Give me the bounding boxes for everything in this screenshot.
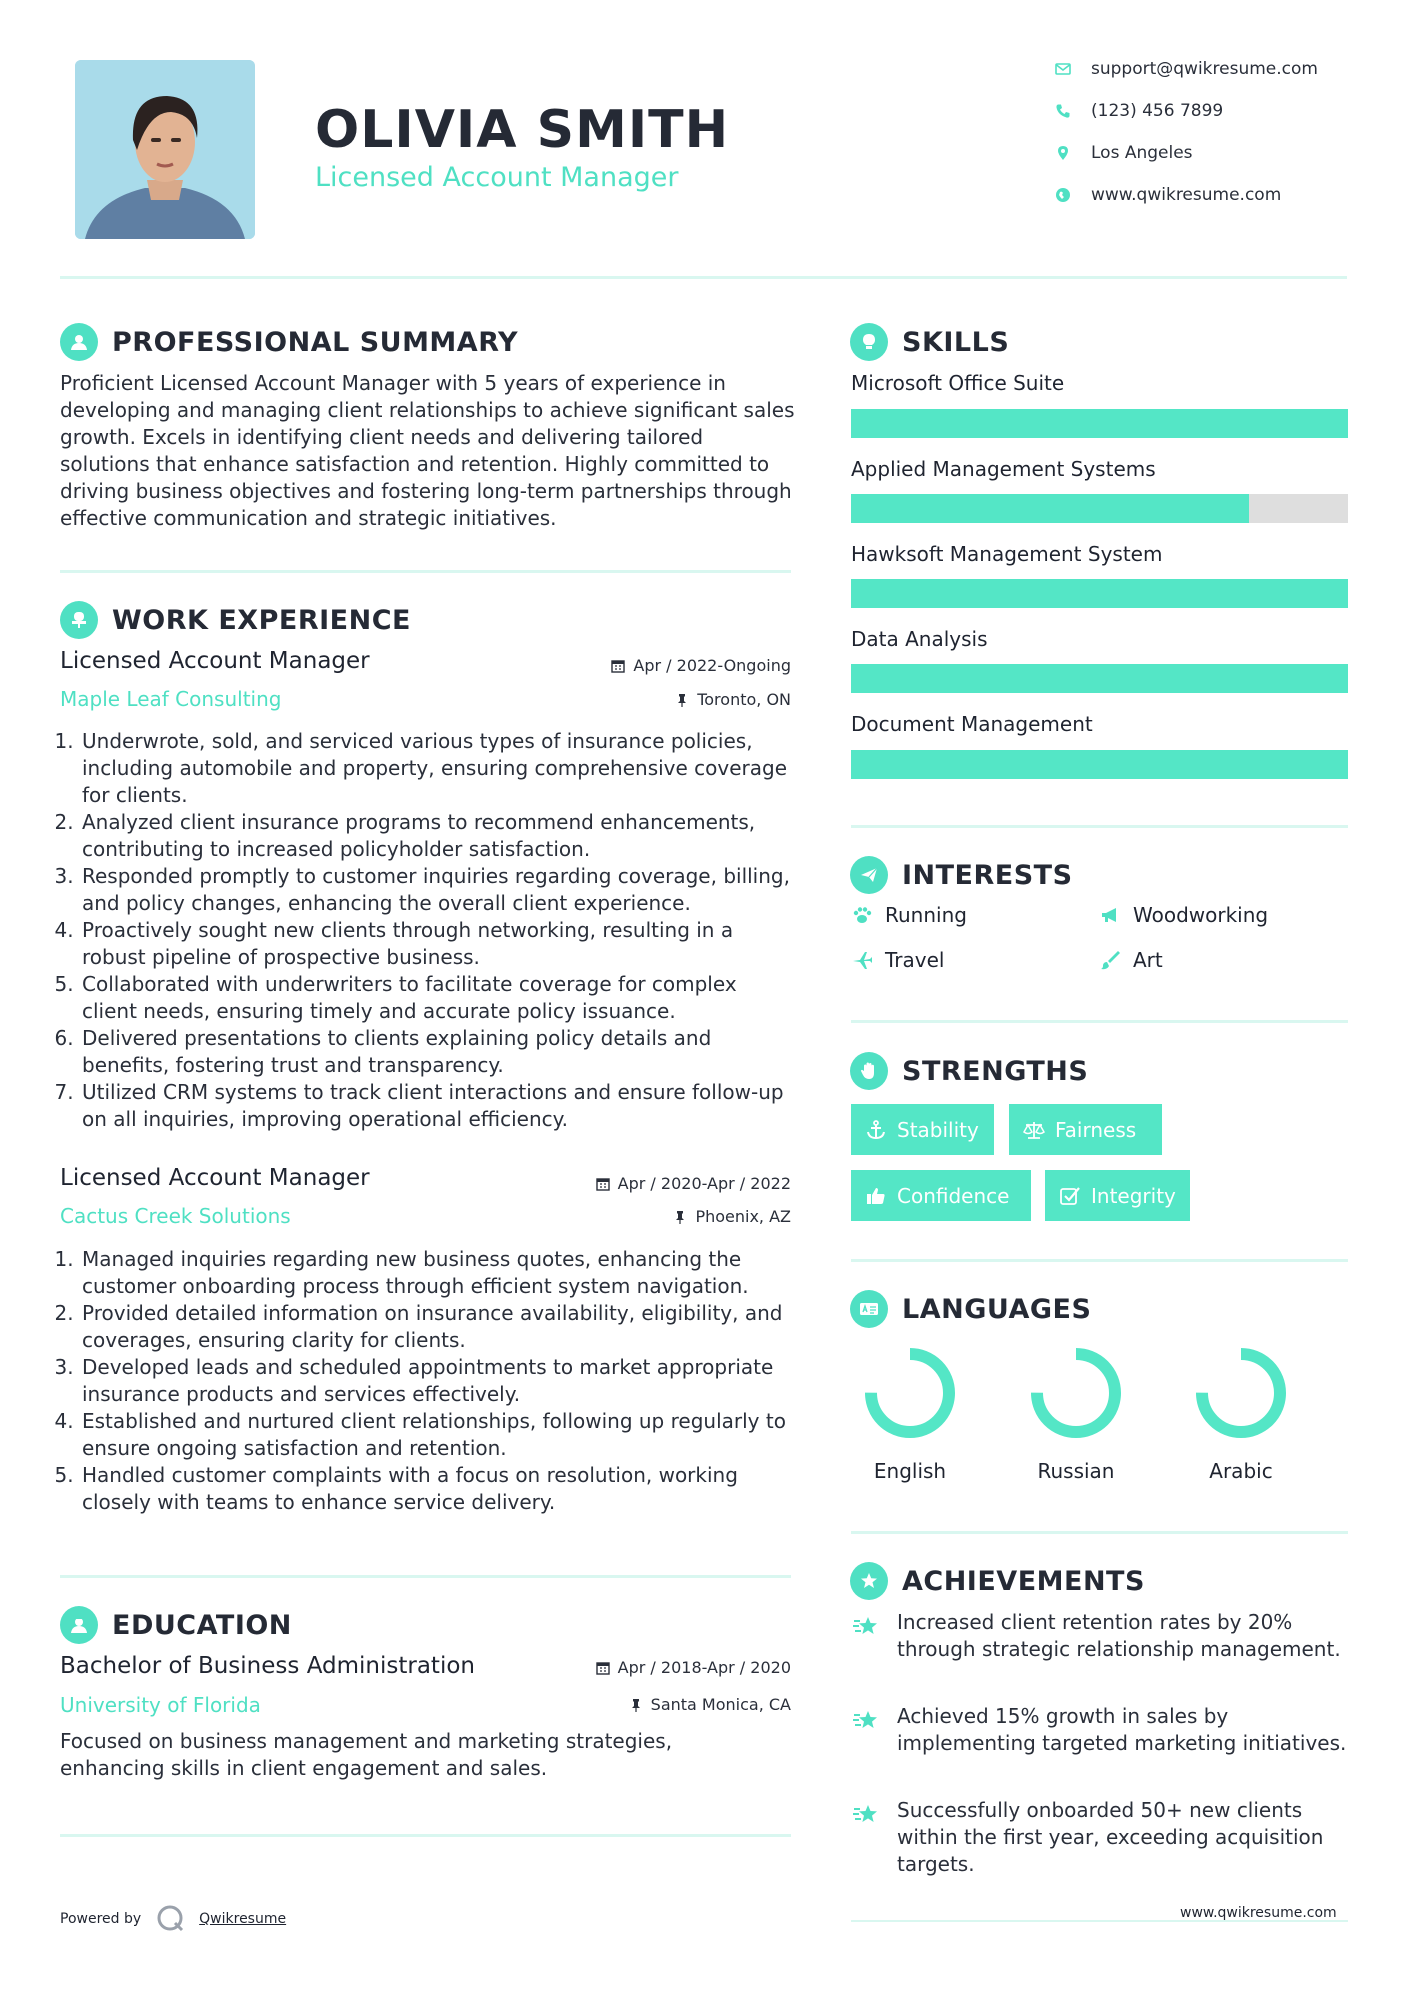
language-name: Arabic xyxy=(1209,1459,1273,1483)
list-item: 1. Underwrote, sold, and serviced various types of insurance policies, including automobile and property, ensuring comprehensive coverage for clients. xyxy=(80,728,795,809)
summary-heading: PROFESSIONAL SUMMARY xyxy=(60,322,518,362)
job-location: Toronto, ON xyxy=(500,690,791,709)
user-icon xyxy=(60,323,98,361)
education-description: Focused on business management and marketing strategies, enhancing skills in client engagement and sales. xyxy=(60,1729,673,1780)
envelope-icon xyxy=(1055,61,1071,77)
paper-plane-icon xyxy=(850,856,888,894)
education-divider xyxy=(60,1834,791,1837)
job-title: Licensed Account Manager xyxy=(60,648,370,674)
brand-link[interactable]: Qwikresume xyxy=(199,1911,287,1927)
achievement-item: Increased client retention rates by 20% through strategic relationship management. xyxy=(851,1609,1348,1663)
location-text: Los Angeles xyxy=(1091,143,1193,163)
skill-bar xyxy=(851,750,1348,779)
interest-item: Art xyxy=(1099,948,1163,972)
skill-bar xyxy=(851,494,1348,523)
contact-phone[interactable] xyxy=(1055,99,1355,123)
list-item: 4. Established and nurtured client relationships, following up regularly to ensure ongoing satisfaction and retention. xyxy=(80,1408,795,1462)
map-pin-icon xyxy=(1055,145,1071,161)
strength-chip: Confidence xyxy=(851,1170,1031,1221)
list-item: 2. Provided detailed information on insurance availability, eligibility, and coverages, ensuring clarity for clients. xyxy=(80,1300,795,1354)
achievement-item: Achieved 15% growth in sales by implementing targeted marketing initiatives. xyxy=(851,1703,1348,1757)
skill-bar-fill xyxy=(851,579,1348,608)
job-dates: Apr / 2022-Ongoing xyxy=(500,656,791,675)
briefcase-icon xyxy=(60,601,98,639)
paintbrush-icon xyxy=(1099,949,1121,971)
list-item: 5. Collaborated with underwriters to facilitate coverage for complex client needs, ensuring timely and accurate policy issuance. xyxy=(80,971,795,1025)
skill-bar xyxy=(851,664,1348,693)
pushpin-icon xyxy=(675,693,689,707)
phone-icon xyxy=(1055,103,1071,119)
languages-divider xyxy=(851,1531,1348,1534)
list-item: 4. Proactively sought new clients through networking, resulting in a robust pipeline of prospective business. xyxy=(80,917,795,971)
email-text: support@qwikresume.com xyxy=(1091,59,1318,79)
header-divider xyxy=(60,276,1347,279)
skill-bar-fill xyxy=(851,664,1348,693)
hand-icon xyxy=(850,1052,888,1090)
interest-item: Running xyxy=(851,903,967,927)
strength-chip: Integrity xyxy=(1045,1170,1190,1221)
strengths-divider xyxy=(851,1259,1348,1262)
interests-divider xyxy=(851,1020,1348,1023)
star-icon xyxy=(851,1611,881,1641)
graduate-icon xyxy=(60,1606,98,1644)
job-title: Licensed Account Manager xyxy=(60,1165,370,1191)
interest-item: Woodworking xyxy=(1099,903,1268,927)
list-item: 6. Delivered presentations to clients explaining policy details and benefits, fostering trust and transparency. xyxy=(80,1025,795,1079)
list-item: 3. Developed leads and scheduled appointments to market appropriate insurance products and services effectively. xyxy=(80,1354,795,1408)
school-name: University of Florida xyxy=(60,1693,261,1717)
footer-website[interactable]: www.qwikresume.com xyxy=(1180,1905,1337,1921)
job-location: Phoenix, AZ xyxy=(500,1207,791,1226)
airplane-icon xyxy=(851,949,873,971)
pushpin-icon xyxy=(629,1698,643,1712)
website-text: www.qwikresume.com xyxy=(1091,185,1282,205)
strength-chip: Stability xyxy=(851,1104,994,1155)
globe-icon xyxy=(1055,187,1071,203)
summary-divider xyxy=(60,570,791,573)
star-icon xyxy=(851,1705,881,1735)
degree-title: Bachelor of Business Administration xyxy=(60,1653,475,1679)
lightbulb-icon xyxy=(850,323,888,361)
checkbox-icon xyxy=(1059,1185,1081,1207)
language-ring xyxy=(1193,1345,1289,1441)
language-ring xyxy=(1028,1345,1124,1441)
achievement-item: Successfully onboarded 50+ new clients within the first year, exceeding acquisition targets. xyxy=(851,1797,1348,1878)
skill-bar-fill xyxy=(851,494,1249,523)
education-location: Santa Monica, CA xyxy=(500,1695,791,1714)
job-company: Cactus Creek Solutions xyxy=(60,1204,291,1228)
interest-item: Travel xyxy=(851,948,944,972)
strength-chip: Fairness xyxy=(1009,1104,1162,1155)
megaphone-icon xyxy=(1099,904,1121,926)
balance-scale-icon xyxy=(1023,1119,1045,1141)
skill-name: Document Management xyxy=(851,712,1093,736)
skills-heading: SKILLS xyxy=(850,322,1009,362)
candidate-name: OLIVIA SMITH xyxy=(315,100,730,160)
skill-name: Applied Management Systems xyxy=(851,457,1156,481)
education-dates: Apr / 2018-Apr / 2020 xyxy=(500,1658,791,1677)
list-item: 7. Utilized CRM systems to track client interactions and ensure follow-up on all inquiries, improving operational efficiency. xyxy=(80,1079,795,1133)
skill-bar-fill xyxy=(851,750,1348,779)
experience-heading: WORK EXPERIENCE xyxy=(60,600,411,640)
calendar-icon xyxy=(611,659,625,673)
summary-text: Proficient Licensed Account Manager with 5 years of experience in developing and managing client relationships to achieve significant sales growth. Excels in identifying client needs and delivering tailored solutions that enhance satisfaction and retention. Highly committed to driving business objectives and fostering long-term partnerships through effective communication and strategic initiatives. xyxy=(60,371,795,530)
language-icon xyxy=(850,1290,888,1328)
candidate-title: Licensed Account Manager xyxy=(315,162,679,193)
job-bullets xyxy=(60,1246,795,1516)
achievements-heading: ACHIEVEMENTS xyxy=(850,1561,1145,1601)
star-badge-icon xyxy=(850,1562,888,1600)
interests-heading: INTERESTS xyxy=(850,855,1073,895)
job-company: Maple Leaf Consulting xyxy=(60,687,282,711)
thumbs-up-icon xyxy=(865,1185,887,1207)
skill-bar xyxy=(851,409,1348,438)
contact-location xyxy=(1055,141,1355,165)
language-name: English xyxy=(873,1459,947,1483)
languages-heading: LANGUAGES xyxy=(850,1289,1091,1329)
language-ring xyxy=(862,1345,958,1441)
language-item xyxy=(1186,1345,1296,1483)
star-icon xyxy=(851,1799,881,1829)
strengths-heading: STRENGTHS xyxy=(850,1051,1088,1091)
skill-name: Microsoft Office Suite xyxy=(851,371,1065,395)
language-item xyxy=(1021,1345,1131,1483)
phone-text: (123) 456 7899 xyxy=(1091,101,1224,121)
skills-divider xyxy=(851,825,1348,828)
pushpin-icon xyxy=(673,1210,687,1224)
powered-by-label: Powered by xyxy=(60,1911,142,1927)
job-bullets xyxy=(60,728,795,1133)
qwikresume-logo-icon xyxy=(155,1903,187,1935)
experience-divider xyxy=(60,1575,791,1578)
skill-bar xyxy=(851,579,1348,608)
calendar-icon xyxy=(596,1661,610,1675)
list-item: 3. Responded promptly to customer inquiries regarding coverage, billing, and policy changes, enhancing the overall client experience. xyxy=(80,863,795,917)
list-item: 5. Handled customer complaints with a focus on resolution, working closely with teams to enhance service delivery. xyxy=(80,1462,795,1516)
calendar-icon xyxy=(596,1177,610,1191)
education-heading: EDUCATION xyxy=(60,1605,292,1645)
skill-name: Data Analysis xyxy=(851,627,988,651)
contact-email[interactable] xyxy=(1055,57,1355,81)
anchor-icon xyxy=(865,1119,887,1141)
paw-icon xyxy=(851,904,873,926)
skill-name: Hawksoft Management System xyxy=(851,542,1163,566)
contact-website[interactable] xyxy=(1055,183,1355,207)
language-name: Russian xyxy=(1037,1459,1115,1483)
language-item xyxy=(855,1345,965,1483)
list-item: 2. Analyzed client insurance programs to recommend enhancements, contributing to increased policyholder satisfaction. xyxy=(80,809,795,863)
powered-by xyxy=(60,1903,286,1935)
list-item: 1. Managed inquiries regarding new business quotes, enhancing the customer onboarding process through efficient system navigation. xyxy=(80,1246,795,1300)
job-dates: Apr / 2020-Apr / 2022 xyxy=(500,1174,791,1193)
skill-bar-fill xyxy=(851,409,1348,438)
profile-photo xyxy=(75,60,255,239)
